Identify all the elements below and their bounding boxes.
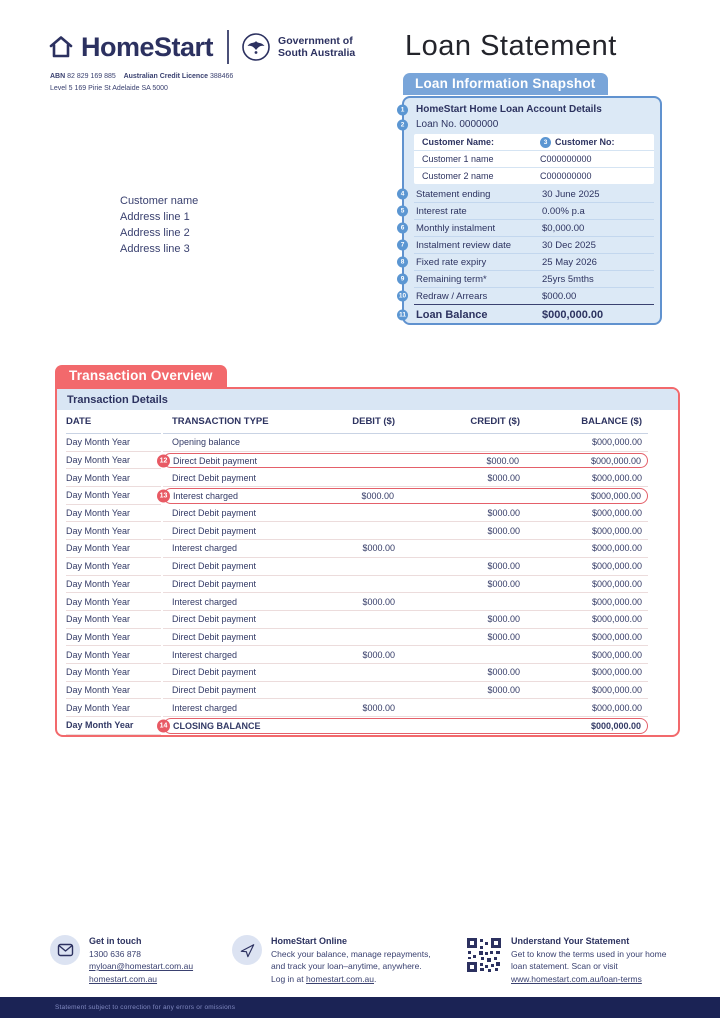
transaction-row-content [163, 664, 648, 682]
transaction-date: Day Month Year [66, 699, 161, 717]
transaction-balance: $000,000.00 [591, 649, 642, 660]
footer-get-in-touch: Get in touch 1300 636 878 myloan@homestart.com.au homestart.com.au [50, 935, 193, 985]
footer-link[interactable]: myloan@homestart.com.au [89, 961, 194, 971]
snapshot-field-row [400, 219, 654, 236]
transaction-row-content [163, 682, 648, 700]
customer-row [414, 151, 654, 168]
transaction-row-content [163, 593, 648, 611]
transaction-balance: $000,000.00 [591, 543, 642, 554]
footer-text: loan statement. Scan or visit [511, 961, 618, 971]
transaction-debit: $000.00 [362, 543, 395, 554]
snapshot-field-row [400, 270, 654, 287]
footer-line [89, 960, 193, 973]
loan-number-row: 2 Loan No. 0000000 [414, 117, 654, 132]
transaction-type: Interest charged [172, 543, 238, 554]
logo-divider [227, 30, 229, 64]
footer-text: Check your balance, manage repayments, [271, 948, 431, 959]
transaction-overview-tab: Transaction Overview [55, 365, 227, 387]
disclaimer-text: Statement subject to correction for any errors or omissions [55, 1004, 236, 1011]
transaction-date: Day Month Year [66, 682, 161, 700]
number-badge-14: 14 [157, 719, 170, 732]
number-badge-8: 8 [397, 257, 408, 268]
field-value: $000,000.00 [542, 309, 604, 321]
field-value: $0,000.00 [542, 222, 585, 234]
bottom-disclaimer-bar [0, 997, 720, 1018]
number-badge-5: 5 [397, 206, 408, 217]
transaction-credit: $000.00 [487, 667, 520, 678]
number-badge-2: 2 [397, 119, 408, 130]
table-row [57, 434, 678, 452]
transaction-row-content [159, 718, 648, 734]
transaction-credit: $000.00 [487, 525, 520, 536]
transaction-balance: $000,000.00 [591, 596, 642, 607]
transaction-balance: $000,000.00 [591, 525, 642, 536]
field-label: Interest rate [416, 205, 467, 217]
transaction-date: Day Month Year [66, 434, 161, 452]
customer-table-header: Customer Name: 3 Customer No: [414, 134, 654, 151]
customer-table [414, 134, 654, 184]
table-row [57, 611, 678, 629]
transaction-table-header: DATE TRANSACTION TYPE DEBIT ($) CREDIT ($) BALANCE ($) [57, 410, 678, 434]
branch-address: Level 5 169 Pirie St Adelaide SA 5000 [50, 85, 168, 92]
transaction-date: Day Month Year [66, 452, 161, 470]
field-value: 25 May 2026 [542, 256, 597, 268]
transaction-debit: $000.00 [361, 490, 394, 501]
number-badge-3: 3 [540, 137, 551, 148]
transaction-details-bar: Transaction Details [57, 389, 678, 410]
field-value: 30 Dec 2025 [542, 239, 596, 251]
field-value: 0.00% p.a [542, 205, 585, 217]
table-row [57, 522, 678, 540]
transaction-type: Interest charged [173, 490, 239, 501]
transaction-debit: $000.00 [362, 702, 395, 713]
table-row [57, 717, 678, 735]
number-badge-4: 4 [397, 189, 408, 200]
footer-line [511, 948, 666, 961]
qr-code [466, 937, 502, 973]
footer-link[interactable]: homestart.com.au [305, 973, 375, 984]
recipient-address-block [120, 193, 198, 257]
page-title: Loan Statement [405, 30, 617, 62]
table-row [57, 452, 678, 470]
field-label: Instalment review date [416, 239, 512, 251]
number-badge-11: 11 [397, 310, 408, 321]
field-label: Monthly instalment [416, 222, 496, 234]
transaction-date: Day Month Year [66, 522, 161, 540]
transaction-row-content [163, 611, 648, 629]
snapshot-field-row [400, 186, 654, 202]
transaction-row-content [163, 505, 648, 523]
transaction-balance: $000,000.00 [591, 631, 642, 642]
transaction-type: Direct Debit payment [172, 525, 257, 536]
customer-row [414, 168, 654, 184]
transaction-type: Direct Debit payment [172, 578, 257, 589]
number-badge-9: 9 [397, 274, 408, 285]
transaction-balance: $000,000.00 [590, 490, 641, 501]
transaction-type: CLOSING BALANCE [173, 720, 261, 731]
table-row [57, 487, 678, 505]
field-value: 25yrs 5mths [542, 273, 594, 285]
customer-name-cell: Customer 1 name [422, 154, 494, 164]
transaction-balance: $000,000.00 [591, 702, 642, 713]
transaction-date: Day Month Year [66, 505, 161, 523]
field-label: Remaining term* [416, 273, 487, 285]
transaction-date: Day Month Year [66, 646, 161, 664]
transaction-balance: $000,000.00 [591, 437, 642, 448]
footer-line [511, 960, 666, 973]
table-row [57, 682, 678, 700]
transaction-type: Opening balance [172, 437, 241, 448]
transaction-row-content [163, 646, 648, 664]
table-row [57, 646, 678, 664]
transaction-date: Day Month Year [66, 629, 161, 647]
transaction-credit: $000.00 [487, 508, 520, 519]
loan-info-snapshot-box [398, 96, 662, 325]
footer-text: Get to know the terms used in your home [511, 948, 667, 959]
table-row [57, 558, 678, 576]
brand-name: HomeStart [81, 31, 214, 62]
gov-text: Government of South Australia [278, 34, 356, 59]
snapshot-field-row [400, 236, 654, 253]
transaction-type: Interest charged [172, 649, 238, 660]
account-details-row: 1 HomeStart Home Loan Account Details [414, 102, 654, 117]
footer-link[interactable]: www.homestart.com.au/loan-terms [511, 973, 642, 984]
transaction-row-content [163, 558, 648, 576]
transaction-balance: $000,000.00 [591, 472, 642, 483]
transaction-balance: $000,000.00 [591, 508, 642, 519]
footer-text: and track your loan–anytime, anywhere. [271, 961, 422, 971]
footer-link[interactable]: homestart.com.au [89, 973, 158, 984]
transaction-row-content [163, 699, 648, 717]
transaction-date: Day Month Year [66, 487, 161, 505]
transaction-row-content [163, 469, 648, 487]
transaction-type: Direct Debit payment [172, 667, 257, 678]
footer-homestart-online: HomeStart Online Check your balance, manage repayments, and track your loan–anytime, anywhere. Log in at homestart.com.au. [232, 935, 431, 985]
transaction-date: Day Month Year [66, 540, 161, 558]
paper-plane-icon [232, 935, 262, 965]
transaction-date: Day Month Year [66, 558, 161, 576]
recipient-line: Address line 2 [120, 227, 190, 239]
footer-line [271, 960, 431, 973]
transaction-credit: $000.00 [487, 561, 520, 572]
recipient-line: Address line 1 [120, 211, 190, 223]
transaction-table [55, 387, 680, 737]
snapshot-field-row [399, 304, 654, 325]
transaction-type: Direct Debit payment [172, 631, 257, 642]
transaction-row-content [163, 576, 648, 594]
field-label: Statement ending [416, 188, 491, 200]
transaction-type: Interest charged [172, 596, 238, 607]
transaction-credit: $000.00 [487, 614, 520, 625]
transaction-credit: $000.00 [486, 455, 519, 466]
snapshot-field-row [400, 253, 654, 270]
transaction-date: Day Month Year [66, 664, 161, 682]
transaction-credit: $000.00 [487, 578, 520, 589]
table-row [57, 540, 678, 558]
field-label: Redraw / Arrears [416, 290, 488, 302]
table-row [57, 469, 678, 487]
field-value: $000.00 [542, 290, 577, 302]
footer-line [271, 973, 431, 986]
transaction-date: Day Month Year [66, 593, 161, 611]
transaction-type: Interest charged [172, 702, 238, 713]
loan-info-snapshot-tab: Loan Information Snapshot [403, 73, 608, 95]
transaction-type: Direct Debit payment [172, 684, 257, 695]
transaction-balance: $000,000.00 [590, 720, 641, 731]
number-badge-10: 10 [398, 292, 407, 300]
house-icon [48, 34, 74, 60]
transaction-debit: $000.00 [362, 596, 395, 607]
footer-text: . [374, 973, 377, 984]
transaction-balance: $000,000.00 [591, 578, 642, 589]
number-badge-7: 7 [397, 240, 408, 251]
transaction-row-content [159, 488, 648, 504]
transaction-credit: $000.00 [487, 631, 520, 642]
transaction-type: Direct Debit payment [172, 508, 257, 519]
table-row [57, 699, 678, 717]
sa-government-logo [241, 32, 355, 62]
transaction-balance: $000,000.00 [591, 561, 642, 572]
number-badge-6: 6 [397, 223, 408, 234]
transaction-balance: $000,000.00 [591, 684, 642, 695]
transaction-credit: $000.00 [487, 472, 520, 483]
footer-line [271, 948, 431, 961]
field-label: Loan Balance [416, 309, 488, 321]
customer-name-cell: Customer 2 name [422, 171, 494, 181]
transaction-date: Day Month Year [66, 611, 161, 629]
abn-licence-line: ABN 82 829 169 885 Australian Credit Licence 388466 [50, 73, 234, 80]
footer-line [511, 973, 666, 986]
footer-line [89, 948, 193, 961]
recipient-line: Customer name [120, 195, 199, 207]
transaction-row-content [163, 434, 648, 452]
recipient-line: Address line 3 [120, 243, 190, 255]
number-badge-1: 1 [397, 104, 408, 115]
transaction-row-content [163, 522, 648, 540]
transaction-type: Direct Debit payment [172, 614, 257, 625]
field-value: 30 June 2025 [542, 188, 600, 200]
transaction-balance: $000,000.00 [590, 455, 641, 466]
sa-government-crest-icon [241, 32, 271, 62]
footer-text: 1300 636 878 [89, 948, 141, 959]
transaction-date: Day Month Year [66, 576, 161, 594]
customer-no-cell: C000000000 [540, 154, 592, 164]
envelope-icon [50, 935, 80, 965]
table-row [57, 576, 678, 594]
transaction-type: Direct Debit payment [172, 472, 257, 483]
transaction-date: Day Month Year [66, 717, 161, 735]
transaction-balance: $000,000.00 [591, 667, 642, 678]
table-row [57, 505, 678, 523]
transaction-debit: $000.00 [362, 649, 395, 660]
footer-understand-statement: Understand Your Statement Get to know the terms used in your home loan statement. Scan or visit www.homestart.com.au/loan-terms [466, 935, 666, 985]
transaction-type: Direct Debit payment [173, 455, 258, 466]
transaction-balance: $000,000.00 [591, 614, 642, 625]
field-label: Fixed rate expiry [416, 256, 487, 268]
transaction-credit: $000.00 [487, 684, 520, 695]
customer-no-cell: C000000000 [540, 171, 592, 181]
footer-line [89, 973, 193, 986]
footer-text: Log in at [271, 973, 306, 984]
number-badge-12: 12 [157, 454, 170, 467]
transaction-date: Day Month Year [66, 469, 161, 487]
number-badge-13: 13 [157, 489, 170, 502]
header-brand-row [48, 30, 355, 64]
transaction-row-content [163, 540, 648, 558]
table-row [57, 629, 678, 647]
snapshot-field-row [400, 202, 654, 219]
transaction-type: Direct Debit payment [172, 561, 257, 572]
table-row [57, 664, 678, 682]
transaction-row-content [163, 629, 648, 647]
snapshot-field-row [398, 287, 654, 304]
transaction-row-content [159, 453, 648, 469]
table-row [57, 593, 678, 611]
